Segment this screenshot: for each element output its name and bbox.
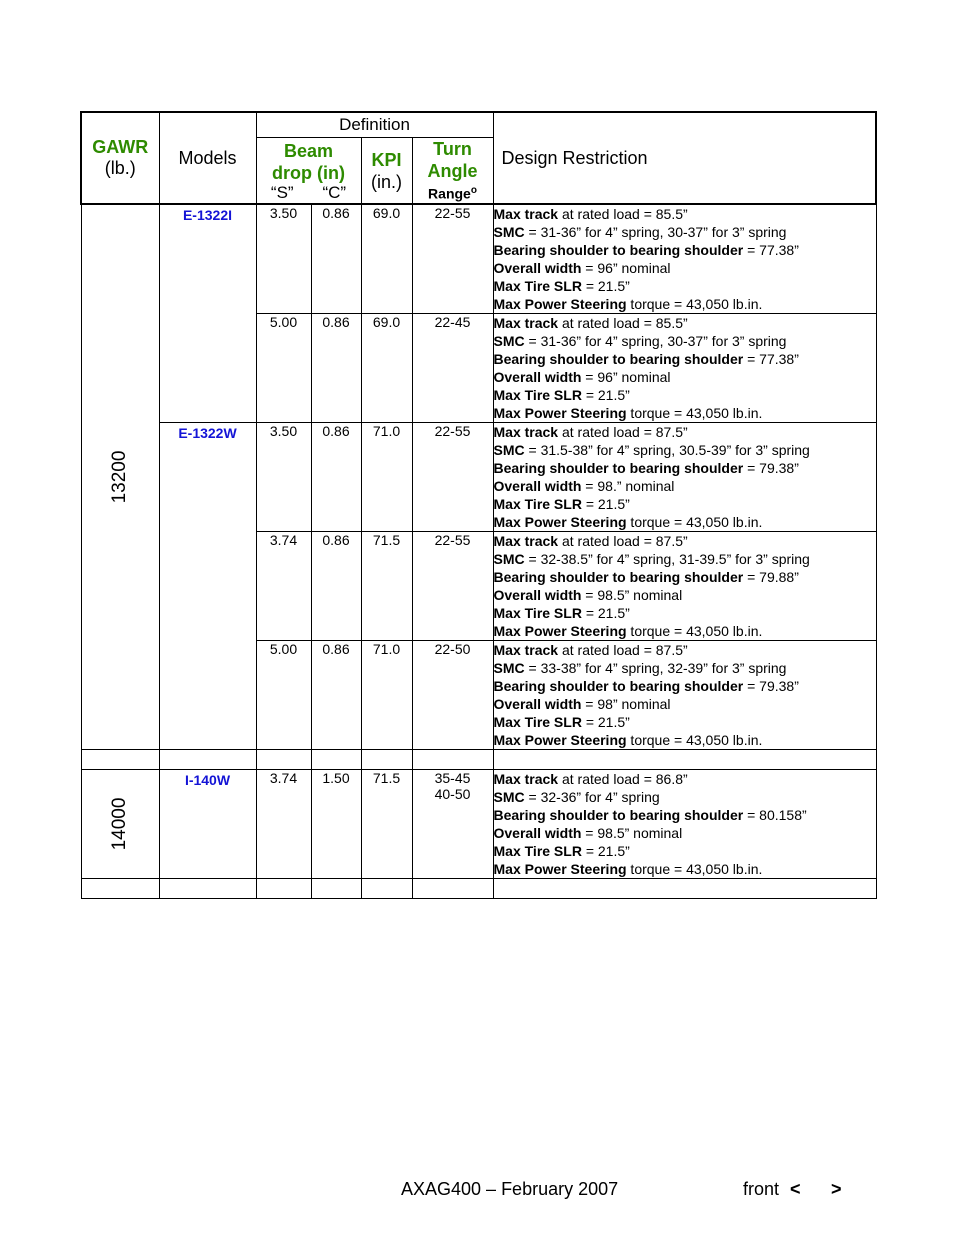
model-cell: [159, 423, 256, 750]
turn-angle-cell: [412, 532, 493, 641]
restriction-line: [494, 386, 876, 404]
beam-s-value: 3.50: [269, 423, 298, 439]
restriction-label: Overall width: [493, 587, 582, 603]
restriction-label: SMC: [493, 789, 525, 805]
kpi-header: [361, 138, 412, 205]
beam-s-label: “S”: [270, 182, 294, 202]
spacer-row: [81, 879, 876, 899]
restriction-label: Max Power Steering: [493, 732, 627, 748]
kpi-value: 71.5: [372, 532, 401, 548]
restriction-label: Bearing shoulder to bearing shoulder: [493, 242, 744, 258]
restriction-line: [494, 788, 876, 806]
beam-s-cell: [256, 641, 311, 750]
restriction-line: [494, 604, 876, 622]
spacer-row: [81, 750, 876, 770]
beam-s-value: 3.74: [269, 770, 298, 786]
models-label: Models: [178, 147, 237, 168]
beam-label-2: drop (in): [272, 162, 345, 183]
restriction-line: [494, 241, 876, 259]
restriction-value: = 98.” nominal: [581, 478, 675, 494]
restriction-label: SMC: [493, 333, 525, 349]
restriction-line: [494, 205, 876, 223]
beam-c-value: 0.86: [322, 423, 350, 439]
restriction-value: torque = 43,050 lb.in.: [626, 405, 763, 421]
restriction-label: Max Power Steering: [493, 405, 627, 421]
restriction-value: at rated load = 87.5”: [558, 424, 688, 440]
kpi-value: 71.5: [372, 770, 401, 786]
restriction-label: Bearing shoulder to bearing shoulder: [493, 569, 744, 585]
table-row: [81, 204, 876, 314]
empty-cell: [159, 879, 256, 899]
kpi-label: KPI: [371, 149, 402, 170]
restriction-line: [494, 622, 876, 640]
beam-c-cell: [311, 314, 361, 423]
definition-label: Definition: [339, 115, 410, 134]
design-restriction-header: [493, 112, 876, 204]
degree-symbol: o: [470, 185, 477, 197]
beam-c-cell: [311, 641, 361, 750]
restriction-line: [494, 731, 876, 749]
restriction-line: [494, 713, 876, 731]
turn-angle-value: 22-50: [434, 641, 471, 657]
table-row: [81, 423, 876, 532]
gawr-header: [81, 112, 159, 204]
restriction-value: torque = 43,050 lb.in.: [626, 514, 763, 530]
design-restriction-cell: [493, 641, 876, 750]
empty-cell: [311, 879, 361, 899]
turn-angle-value-alt: 40-50: [434, 786, 471, 802]
restriction-line: [494, 368, 876, 386]
restriction-label: Max Power Steering: [493, 514, 627, 530]
restriction-value: = 32-36” for 4” spring: [524, 789, 660, 805]
axle-spec-table: [80, 111, 877, 899]
restriction-value: = 98” nominal: [581, 696, 671, 712]
restriction-value: = 98.5” nominal: [581, 825, 683, 841]
restriction-label: Max track: [493, 533, 559, 549]
restriction-line: [494, 314, 876, 332]
restriction-value: at rated load = 87.5”: [558, 642, 688, 658]
gawr-unit: (lb.): [104, 158, 136, 178]
kpi-cell: [361, 423, 412, 532]
empty-cell: [361, 879, 412, 899]
restriction-value: at rated load = 87.5”: [558, 533, 688, 549]
restriction-value: = 98.5” nominal: [581, 587, 683, 603]
restriction-label: Max track: [493, 424, 559, 440]
empty-cell: [412, 879, 493, 899]
empty-cell: [81, 879, 159, 899]
turn-angle-value: 35-45: [434, 770, 471, 786]
empty-cell: [159, 750, 256, 770]
beam-c-cell: [311, 204, 361, 314]
restriction-value: = 96” nominal: [581, 260, 671, 276]
restriction-line: [494, 423, 876, 441]
model-link[interactable]: E-1322W: [178, 425, 237, 441]
restriction-label: SMC: [493, 551, 525, 567]
turn-angle-cell: [412, 204, 493, 314]
restriction-line: [494, 350, 876, 368]
restriction-label: Bearing shoulder to bearing shoulder: [493, 351, 744, 367]
beam-c-label: “C”: [322, 182, 347, 202]
restriction-label: Max track: [493, 771, 559, 787]
restriction-line: [494, 770, 876, 788]
restriction-line: [494, 806, 876, 824]
turn-label-2: Angle: [427, 161, 478, 182]
restriction-value: = 96” nominal: [581, 369, 671, 385]
design-restriction-cell: [493, 770, 876, 879]
gawr-label: GAWR: [92, 137, 149, 157]
empty-cell: [493, 750, 876, 770]
restriction-line: [494, 550, 876, 568]
restriction-value: = 21.5”: [581, 605, 630, 621]
restriction-value: torque = 43,050 lb.in.: [626, 732, 763, 748]
restriction-value: = 77.38”: [743, 242, 799, 258]
restriction-value: = 79.88”: [743, 569, 799, 585]
empty-cell: [311, 750, 361, 770]
restriction-label: Max Power Steering: [493, 861, 627, 877]
models-header: [159, 112, 256, 204]
design-restriction-cell: [493, 204, 876, 314]
restriction-label: Max Power Steering: [493, 296, 627, 312]
gawr-cell: [81, 770, 159, 879]
empty-cell: [81, 750, 159, 770]
gawr-value: 14000: [109, 797, 130, 851]
restriction-line: [494, 641, 876, 659]
restriction-label: Overall width: [493, 696, 582, 712]
restriction-value: = 79.38”: [743, 678, 799, 694]
restriction-value: = 21.5”: [581, 387, 630, 403]
restriction-value: = 79.38”: [743, 460, 799, 476]
restriction-value: = 80.158”: [743, 807, 807, 823]
table-row: [81, 770, 876, 879]
restriction-line: [494, 513, 876, 531]
gawr-cell: [81, 204, 159, 750]
beam-s-value: 5.00: [269, 314, 298, 330]
restriction-label: Bearing shoulder to bearing shoulder: [493, 678, 744, 694]
restriction-label: SMC: [493, 442, 525, 458]
restriction-line: [494, 677, 876, 695]
restriction-value: at rated load = 86.8”: [558, 771, 688, 787]
restriction-label: Max Tire SLR: [493, 387, 582, 403]
empty-cell: [256, 879, 311, 899]
restriction-line: [494, 459, 876, 477]
beam-s-cell: [256, 204, 311, 314]
turn-angle-value: 22-55: [434, 532, 471, 548]
empty-cell: [493, 879, 876, 899]
beam-s-cell: [256, 532, 311, 641]
restriction-label: Max track: [493, 642, 559, 658]
beam-s-value: 3.74: [269, 532, 298, 548]
beam-s-value: 5.00: [269, 641, 298, 657]
beam-s-cell: [256, 314, 311, 423]
beam-c-value: 1.50: [322, 770, 350, 786]
beam-c-value: 0.86: [322, 641, 350, 657]
kpi-cell: [361, 314, 412, 423]
restriction-label: Max Tire SLR: [493, 714, 582, 730]
restriction-value: = 32-38.5” for 4” spring, 31-39.5” for 3” spring: [524, 551, 810, 567]
restriction-line: [494, 659, 876, 677]
restriction-value: torque = 43,050 lb.in.: [626, 861, 763, 877]
restriction-label: Overall width: [493, 478, 582, 494]
turn-angle-value: 22-55: [434, 423, 471, 439]
beam-s-cell: [256, 423, 311, 532]
restriction-line: [494, 223, 876, 241]
turn-angle-header: [412, 138, 493, 205]
turn-angle-value: 22-45: [434, 314, 471, 330]
design-restriction-cell: [493, 532, 876, 641]
beam-c-value: 0.86: [322, 314, 350, 330]
restriction-label: SMC: [493, 224, 525, 240]
kpi-cell: [361, 532, 412, 641]
restriction-line: [494, 695, 876, 713]
restriction-line: [494, 860, 876, 878]
restriction-value: = 31-36” for 4” spring, 30-37” for 3” spring: [524, 224, 787, 240]
restriction-label: Overall width: [493, 260, 582, 276]
restriction-line: [494, 295, 876, 313]
restriction-value: torque = 43,050 lb.in.: [626, 623, 763, 639]
beam-c-cell: [311, 423, 361, 532]
empty-cell: [361, 750, 412, 770]
prev-page-button[interactable]: <: [790, 1179, 801, 1199]
empty-cell: [256, 750, 311, 770]
restriction-line: [494, 477, 876, 495]
restriction-label: Max Tire SLR: [493, 843, 582, 859]
restriction-line: [494, 495, 876, 513]
restriction-label: Max track: [493, 315, 559, 331]
restriction-line: [494, 277, 876, 295]
beam-s-cell: [256, 770, 311, 879]
restriction-label: Overall width: [493, 369, 582, 385]
definition-header: [256, 112, 493, 138]
beam-s-value: 3.50: [269, 205, 298, 221]
restriction-value: = 21.5”: [581, 496, 630, 512]
restriction-line: [494, 259, 876, 277]
model-cell: [159, 770, 256, 879]
kpi-value: 71.0: [372, 423, 401, 439]
beam-c-value: 0.86: [322, 532, 350, 548]
restriction-label: Bearing shoulder to bearing shoulder: [493, 807, 744, 823]
kpi-cell: [361, 770, 412, 879]
restriction-line: [494, 842, 876, 860]
kpi-cell: [361, 641, 412, 750]
front-link[interactable]: front: [743, 1179, 780, 1199]
restriction-value: = 21.5”: [581, 714, 630, 730]
model-link[interactable]: E-1322I: [182, 207, 233, 223]
restriction-label: Bearing shoulder to bearing shoulder: [493, 460, 744, 476]
design-restriction-cell: [493, 423, 876, 532]
turn-range-label: Range: [428, 185, 471, 202]
design-restriction-cell: [493, 314, 876, 423]
restriction-value: = 77.38”: [743, 351, 799, 367]
restriction-value: = 33-38” for 4” spring, 32-39” for 3” spring: [524, 660, 787, 676]
turn-angle-cell: [412, 314, 493, 423]
restriction-value: = 21.5”: [581, 843, 630, 859]
restriction-value: torque = 43,050 lb.in.: [626, 296, 763, 312]
model-cell: [159, 204, 256, 423]
design-restriction-label: Design Restriction: [501, 147, 648, 168]
restriction-label: Max Tire SLR: [493, 605, 582, 621]
beam-label-1: Beam: [283, 140, 334, 161]
beam-c-cell: [311, 770, 361, 879]
gawr-value: 13200: [109, 450, 130, 504]
restriction-label: Max Tire SLR: [493, 278, 582, 294]
kpi-value: 69.0: [372, 205, 401, 221]
kpi-value: 71.0: [372, 641, 401, 657]
doc-id: AXAG400 – February 2007: [401, 1179, 619, 1199]
restriction-label: Max Power Steering: [493, 623, 627, 639]
restriction-value: at rated load = 85.5”: [558, 206, 688, 222]
restriction-value: at rated load = 85.5”: [558, 315, 688, 331]
beam-drop-header: [256, 138, 361, 205]
kpi-unit: (in.): [371, 171, 402, 192]
restriction-line: [494, 568, 876, 586]
restriction-label: Overall width: [493, 825, 582, 841]
model-link[interactable]: I-140W: [184, 772, 231, 788]
restriction-line: [494, 332, 876, 350]
turn-angle-cell: [412, 423, 493, 532]
turn-angle-value: 22-55: [434, 205, 471, 221]
beam-c-cell: [311, 532, 361, 641]
restriction-value: = 31-36” for 4” spring, 30-37” for 3” spring: [524, 333, 787, 349]
restriction-line: [494, 532, 876, 550]
empty-cell: [412, 750, 493, 770]
restriction-value: = 21.5”: [581, 278, 630, 294]
restriction-label: Max track: [493, 206, 559, 222]
turn-label-1: Turn: [433, 139, 472, 160]
beam-c-value: 0.86: [322, 205, 350, 221]
kpi-cell: [361, 204, 412, 314]
turn-angle-cell: [412, 770, 493, 879]
kpi-value: 69.0: [372, 314, 401, 330]
restriction-label: SMC: [493, 660, 525, 676]
turn-angle-cell: [412, 641, 493, 750]
restriction-line: [494, 441, 876, 459]
restriction-line: [494, 586, 876, 604]
restriction-line: [494, 824, 876, 842]
restriction-label: Max Tire SLR: [493, 496, 582, 512]
next-page-button[interactable]: >: [831, 1179, 842, 1199]
restriction-value: = 31.5-38” for 4” spring, 30.5-39” for 3” spring: [524, 442, 810, 458]
restriction-line: [494, 404, 876, 422]
